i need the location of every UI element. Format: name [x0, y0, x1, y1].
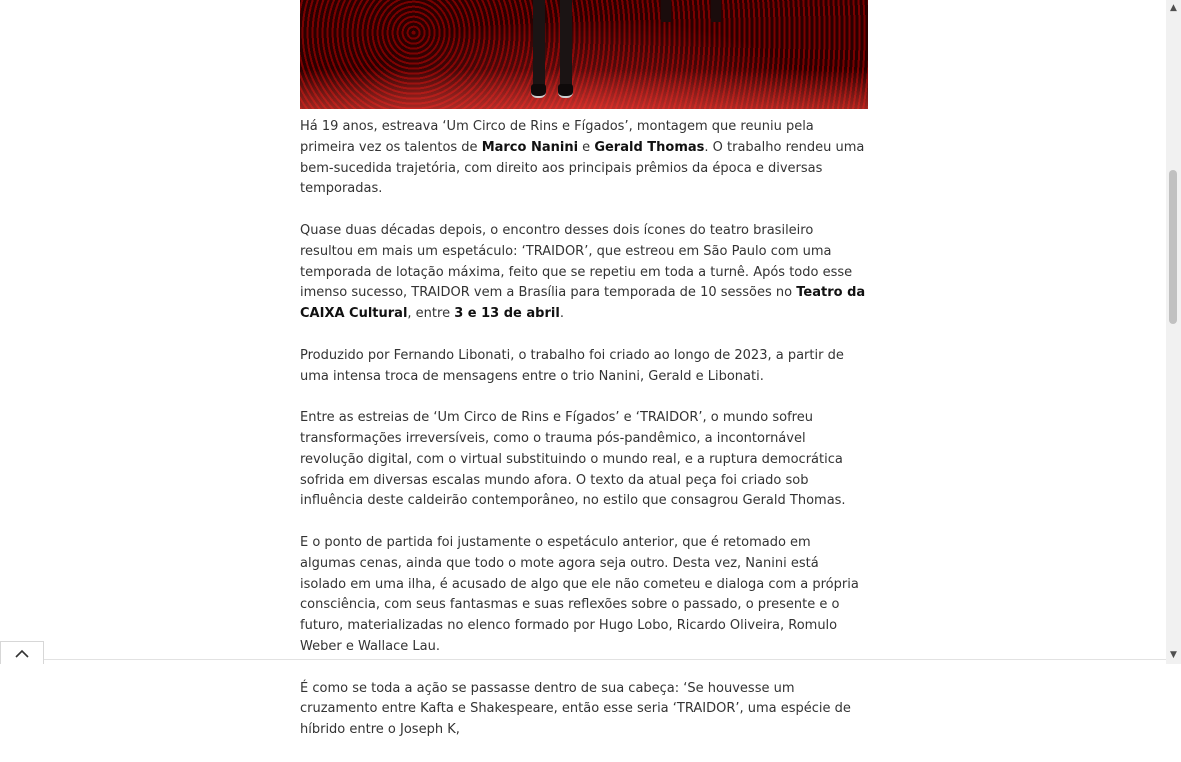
paragraph-text: , entre [407, 306, 455, 322]
bold-name-marco-nanini: Marco Nanini [481, 139, 579, 155]
paragraph-text: Há 19 anos, estreava ‘Um Circo de Rins e Fígados’, montagem que reuniu pela primeira vez os talentos de [300, 119, 814, 155]
article-paragraph-3: Produzido por Fernando Libonati, o trabalho foi criado ao longo de 2023, a partir de uma intensa troca de mensagens entre o trio Nanini, Gerald e Libonati. [300, 347, 844, 384]
bold-dates: 3 e 13 de abril [454, 306, 560, 322]
bold-name-gerald-thomas: Gerald Thomas [594, 139, 705, 155]
paragraph-text: e [578, 139, 595, 155]
hero-prop-right [711, 0, 721, 22]
bottom-bar [44, 659, 1166, 665]
hero-figure-shoe-right [558, 84, 573, 98]
page-scrollbar[interactable] [1166, 0, 1181, 664]
article-hero-image [300, 0, 868, 109]
hero-stage-glow [300, 69, 868, 109]
hero-figure-leg-right [560, 0, 572, 92]
paragraph-text: Quase duas décadas depois, o encontro desses dois ícones do teatro brasileiro resultou em mais um espetáculo: ‘TRAIDOR’, que estreou em São Paulo com uma temporada de lotação máxima, feito que se repetiu em toda a turnê. Após todo esse imenso sucesso, TRAIDOR vem a Brasília para temporada de 10 sessões no [300, 222, 853, 301]
paragraph-text: . [559, 306, 564, 322]
back-to-top-button[interactable] [0, 641, 44, 664]
paragraph-text: . O trabalho rendeu uma bem-sucedida trajetória, com direito aos principais prêmios da época e diversas temporadas. [300, 139, 865, 197]
article-paragraph-2 [300, 221, 868, 325]
hero-figure-leg-left [533, 0, 545, 92]
chevron-up-icon [15, 649, 29, 658]
scrollbar-thumb[interactable] [1169, 170, 1177, 324]
bold-venue: Teatro da CAIXA Cultural [300, 285, 866, 322]
scroll-down-arrow-icon[interactable]: ▼ [1170, 650, 1177, 660]
scroll-up-arrow-icon[interactable]: ▲ [1170, 3, 1177, 13]
article-paragraph-4: Entre as estreias de ‘Um Circo de Rins e Fígados’ e ‘TRAIDOR’, o mundo sofreu transformações irreversíveis, como o trauma pós-pandêmico, a incontornável revolução digital, com o virtual substituindo o mundo real, e a ruptura democrática sofrida em diversas escalas mundo afora. O texto da atual peça foi criado sob influência deste caldeirão contemporâneo, no estilo que consagrou Gerald Thomas. [300, 410, 846, 509]
hero-prop-left [661, 0, 671, 22]
article-paragraph-6: É como se toda a ação se passasse dentro de sua cabeça: ‘Se houvesse um cruzamento entre Kafta e Shakespeare, então esse seria ‘TRAIDOR’, uma espécie de híbrido entre o Joseph K, [300, 680, 851, 738]
article-paragraph-5: E o ponto de partida foi justamente o espetáculo anterior, que é retomado em algumas cenas, ainda que todo o mote agora seja outro. Desta vez, Nanini está isolado em uma ilha, é acusado de algo que ele não cometeu e dialoga com a própria consciência, com seus fantasmas e suas reflexões sobre o passado, o presente e o futuro, materializadas no elenco formado por Hugo Lobo, Ricardo Oliveira, Romulo Weber e Wallace Lau. [300, 534, 859, 654]
hero-figure-shoe-left [531, 84, 546, 98]
article-paragraph-1 [300, 117, 868, 200]
